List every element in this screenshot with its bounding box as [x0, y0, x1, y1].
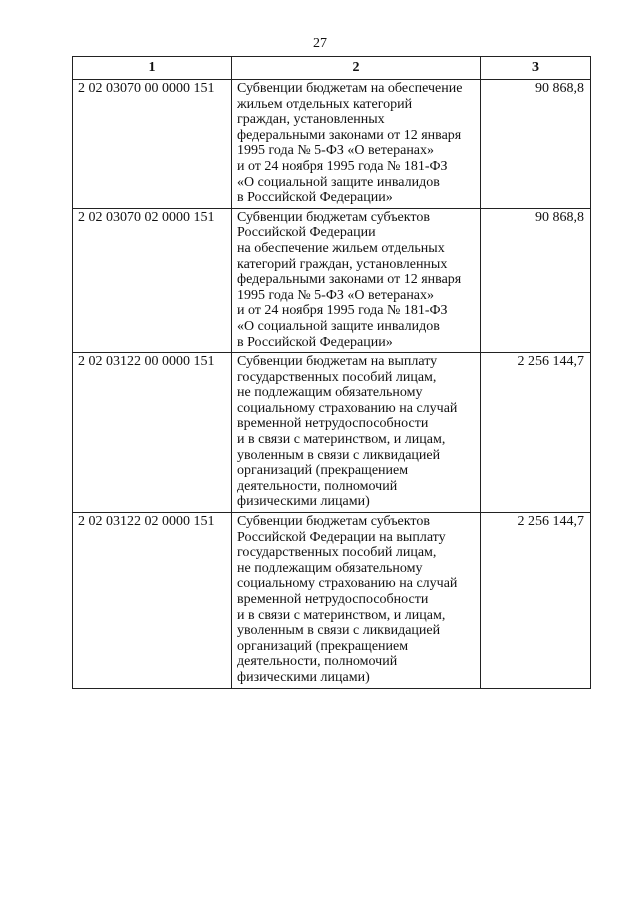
description-line: «О социальной защите инвалидов: [237, 174, 440, 190]
description-line: деятельности, полномочий: [237, 654, 398, 670]
column-header-description: 2: [232, 57, 481, 80]
amount-cell: 2 256 144,7: [481, 353, 591, 513]
description-line: государственных пособий лицам,: [237, 545, 437, 561]
description-line: «О социальной защите инвалидов: [237, 318, 440, 334]
description-line: социальному страхованию на случай: [237, 576, 458, 592]
budget-code-cell: 2 02 03122 02 0000 151: [73, 513, 232, 689]
description-line: Субвенции бюджетам субъектов: [237, 514, 430, 530]
budget-code-cell: 2 02 03070 02 0000 151: [73, 208, 232, 352]
budget-code-cell: 2 02 03122 00 0000 151: [73, 353, 232, 513]
column-header-code: 1: [73, 57, 232, 80]
description-line: физическими лицами): [237, 669, 370, 685]
description-cell: [232, 353, 481, 513]
description-line: 1995 года № 5-ФЗ «О ветеранах»: [237, 143, 435, 159]
page-number: 27: [313, 36, 327, 51]
description-line: уволенным в связи с ликвидацией: [237, 623, 441, 639]
description-line: государственных пособий лицам,: [237, 369, 437, 385]
description-line: и в связи с материнством, и лицам,: [237, 607, 446, 623]
description-line: Субвенции бюджетам на обеспечение: [237, 81, 463, 96]
description-line: категорий граждан, установленных: [237, 256, 448, 272]
header-row: [73, 57, 591, 80]
amount-cell: 90 868,8: [481, 208, 591, 352]
table-header: [73, 57, 591, 80]
description-line: в Российской Федерации»: [237, 334, 393, 350]
description-line: физическими лицами): [237, 494, 370, 510]
column-header-amount: 3: [481, 57, 591, 80]
description-line: социальному страхованию на случай: [237, 400, 458, 416]
description-line: не подлежащим обязательному: [237, 385, 423, 401]
description-line: 1995 года № 5-ФЗ «О ветеранах»: [237, 287, 435, 303]
description-line: на обеспечение жильем отдельных: [237, 240, 445, 256]
table-row: [73, 80, 591, 209]
description-line: граждан, установленных: [237, 112, 385, 128]
amount-cell: 2 256 144,7: [481, 513, 591, 689]
budget-code-cell: 2 02 03070 00 0000 151: [73, 80, 232, 209]
description-line: Субвенции бюджетам на выплату: [237, 354, 438, 370]
description-line: не подлежащим обязательному: [237, 560, 423, 576]
description-cell: [232, 80, 481, 209]
description-line: Российской Федерации на выплату: [237, 529, 446, 545]
description-line: временной нетрудоспособности: [237, 416, 429, 432]
description-line: уволенным в связи с ликвидацией: [237, 447, 441, 463]
description-line: федеральными законами от 12 января: [237, 272, 462, 288]
description-cell: [232, 513, 481, 689]
table-row: [73, 513, 591, 689]
description-cell: [232, 208, 481, 352]
description-line: деятельности, полномочий: [237, 478, 398, 494]
description-line: и от 24 ноября 1995 года № 181-ФЗ: [237, 303, 448, 319]
description-line: Российской Федерации: [237, 225, 376, 241]
description-line: в Российской Федерации»: [237, 190, 393, 206]
budget-table: [72, 56, 591, 689]
amount-cell: 90 868,8: [481, 80, 591, 209]
description-line: организаций (прекращением: [237, 463, 409, 479]
description-line: жильем отдельных категорий: [237, 96, 413, 112]
description-line: и в связи с материнством, и лицам,: [237, 432, 446, 448]
table-row: [73, 208, 591, 352]
table-body: [73, 80, 591, 689]
description-line: и от 24 ноября 1995 года № 181-ФЗ: [237, 158, 448, 174]
description-line: Субвенции бюджетам субъектов: [237, 209, 430, 225]
table-row: [73, 353, 591, 513]
description-line: временной нетрудоспособности: [237, 592, 429, 607]
description-line: организаций (прекращением: [237, 638, 409, 654]
description-line: федеральными законами от 12 января: [237, 127, 462, 143]
